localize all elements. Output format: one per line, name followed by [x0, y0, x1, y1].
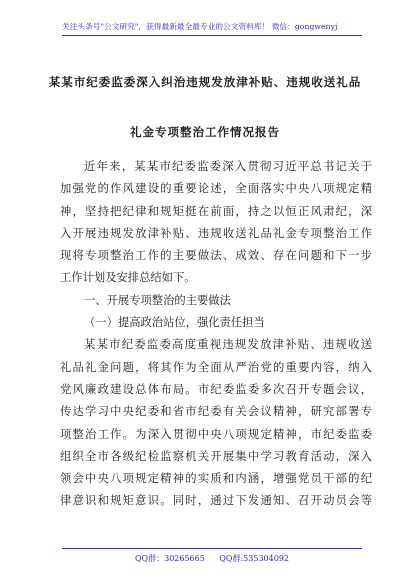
paragraph-line: 某某市纪委监委高度重视违规发放津补贴、违规收送 [84, 338, 372, 352]
paragraph-line: 工作计划及安排总结如下。 [60, 271, 196, 285]
paragraph-line: 领会中央八项规定精神的实质和内涵，增强党员干部的纪 [60, 472, 372, 486]
paragraph-line: 礼品礼金问题，将其作为全面从严治党的重要内容，纳入 [60, 360, 372, 374]
document-body [60, 156, 372, 513]
paragraph-line: 律意识和规矩意识。同时，通过下发通知、召开动员会等 [60, 494, 372, 508]
section-heading: 一、开展专项整治的主要做法 [84, 293, 231, 307]
footer-qq-group-1: QQ群：30265665 [134, 554, 205, 563]
document-title-line-1: 某某市纪委监委深入纠治违规发放津补贴、违规收送礼品 [48, 75, 362, 89]
paragraph-line: 加强党的作风建设的重要论述，全面落实中央八项规定精 [60, 182, 372, 196]
paragraph-line: 组织全市各级纪检监察机关开展集中学习教育活动，深入 [60, 449, 372, 463]
document-title-line-2: 礼金专项整治工作情况报告 [130, 125, 280, 139]
header-divider [62, 35, 362, 36]
paragraph-line: 近年来，某某市纪委监委深入贯彻习近平总书记关于 [84, 160, 372, 173]
paragraph-line: 党风廉政建设总体布局。市纪委监委多次召开专题会议， [60, 382, 372, 396]
paragraph-line: 项整治工作。为深入贯彻中央八项规定精神，市纪委监委 [60, 427, 372, 441]
footer-qq-group-2: QQ群:535304092 [219, 554, 289, 563]
paragraph-line: 神，坚持把纪律和规矩挺在前面，持之以恒正风肃纪，深 [60, 204, 372, 218]
paragraph-line: 传达学习中央纪委和省市纪委有关会议精神，研究部署专 [60, 405, 372, 419]
paragraph-line: 入开展违规发放津补贴、违规收送礼品礼金专项整治工作 [60, 226, 372, 240]
header-banner: 关注头条号"公文研究"，获得最新最全最专业的公文资料库！ 微信：gongwenyj [62, 22, 338, 31]
subsection-heading: （一）提高政治站位，强化责任担当 [84, 316, 265, 330]
footer-divider [62, 548, 362, 549]
paragraph-line: 现将专项整治工作的主要做法、成效、存在问题和下一步 [60, 249, 372, 263]
footer [62, 553, 362, 564]
